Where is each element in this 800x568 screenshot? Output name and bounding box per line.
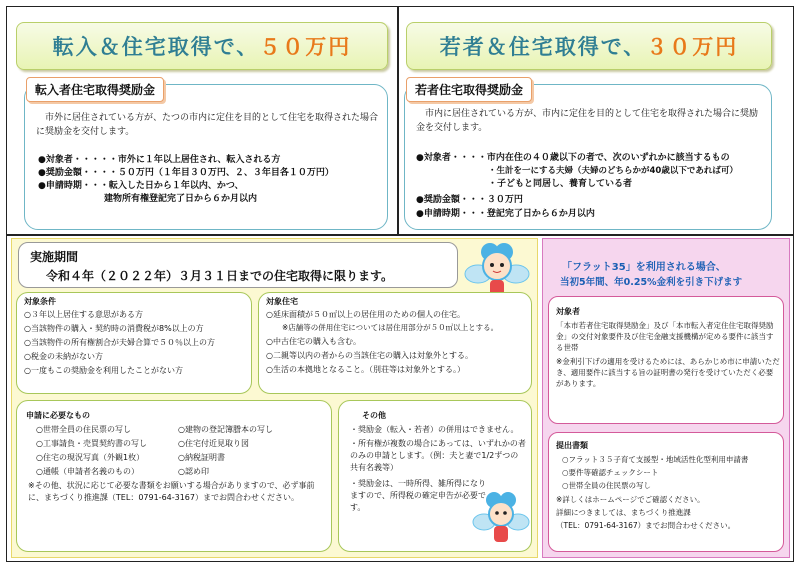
- right-item-5: ●申請時期・・・登記完了日から６か月以内: [416, 209, 595, 219]
- others-title: その他: [362, 411, 386, 420]
- period-title: 実施期間: [30, 250, 79, 264]
- docs-item-3: ○世帯全員の住民票の写し: [562, 481, 652, 490]
- right-item-3: ・子どもと同居し、養育している者: [488, 179, 633, 189]
- housing-item-1: ○延床面積が５０㎡以上の居住用のための個人の住宅。: [266, 310, 465, 319]
- required-col1-4: ○通帳（申請者名義のもの）: [36, 467, 139, 476]
- period-text: 令和４年（２０２２年）３月３１日までの住宅取得に限ります。: [46, 269, 394, 283]
- target-note: ※金利引下げの適用を受けるためには、あらかじめ市に申請いただき、適用要件に該当する旨の証明書の発行を受けていただく必要があります。: [556, 357, 780, 388]
- left-item-2: ●奨励金額・・・・５０万円（１年目３０万円、２、３年目各１０万円）: [38, 168, 334, 178]
- conditions-item-1: ○３年以上居住する意思がある方: [24, 310, 143, 319]
- others-item-3: ・奨励金は、一時所得、雑所得になりますので、所得税の確定申告が必要です。: [350, 479, 486, 512]
- target-text: 「本市若者住宅取得奨励金」及び「本市転入者定住住宅取得奨励金」の交付対象要件及び住宅金融支援機構が定める要件に該当する世帯: [556, 321, 774, 352]
- right-banner-text: 若者＆住宅取得で、: [439, 35, 647, 59]
- conditions-item-5: ○一度もこの奨励金を利用したことがない方: [24, 366, 183, 375]
- right-tag: 若者住宅取得奨励金: [406, 77, 532, 102]
- top-divider: [397, 6, 399, 234]
- left-banner-text: 転入＆住宅取得で、: [52, 35, 260, 59]
- others-item-1: ・奨励金（転入・若者）の併用はできません。: [350, 425, 519, 434]
- left-item-4: 建物所有権登記完了日から６か月以内: [104, 194, 258, 204]
- middle-divider: [6, 234, 794, 236]
- right-item-4: ●奨励金額・・・３０万円: [416, 195, 523, 205]
- required-col1-1: ○世帯全員の住民票の写し: [36, 425, 131, 434]
- right-intro: 市内に居住されている方が、市内に定住を目的として住宅を取得された場合に奨励金を交付します。: [416, 109, 759, 133]
- conditions-item-4: ○税金の未納がない方: [24, 352, 103, 361]
- flat35-line1: 「フラット35」を利用される場合、: [562, 262, 726, 273]
- left-tag: 転入者住宅取得奨励金: [26, 77, 164, 102]
- housing-item-2: ※店舗等の併用住宅については居住用部分が５０㎡以上とする。: [282, 323, 499, 332]
- left-intro: 市外に居住されている方が、たつの市内に定住を目的として住宅を取得された場合に奨励金を交付します。: [36, 113, 379, 137]
- docs-item-2: ○要件等確認チェックシート: [562, 468, 659, 477]
- conditions-item-2: ○当該物件の購入・契約時の消費税が8%以上の方: [24, 324, 204, 333]
- required-col2-1: ○建物の登記簿謄本の写し: [178, 425, 273, 434]
- required-col2-4: ○認め印: [178, 467, 209, 476]
- required-col1-3: ○住宅の現況写真（外観1枚）: [36, 453, 145, 462]
- right-banner: [406, 22, 772, 70]
- required-note: ※その他、状況に応じて必要な書類をお願いする場合がありますので、必ず事前に、まちづくり推進課（TEL：0791-64-3167）までお問合わせください。: [28, 481, 315, 502]
- conditions-title: 対象条件: [24, 297, 56, 306]
- right-item-1: ●対象者・・・・市内在住の４０歳以下の者で、次のいずれかに該当するもの: [416, 153, 730, 163]
- docs-title: 提出書類: [556, 441, 588, 450]
- docs-note-1: ※詳しくはホームページでご確認ください。: [556, 495, 705, 504]
- left-banner-amount: ５０万円: [259, 35, 352, 59]
- housing-item-5: ○生活の本拠地となること。（別荘等は対象外とする。）: [266, 365, 465, 374]
- docs-item-1: ○フラット３５子育て支援型・地域活性化型利用申請書: [562, 455, 749, 464]
- left-banner: [16, 22, 388, 70]
- required-col2-2: ○住宅付近見取り図: [178, 439, 249, 448]
- housing-item-4: ○二親等以内の者からの当該住宅の購入は対象外とする。: [266, 351, 473, 360]
- flat35-line2: 当初5年間、年0.25%金利を引き下げます: [560, 277, 743, 288]
- housing-item-3: ○中古住宅の購入も含む。: [266, 337, 361, 346]
- docs-note-2: 詳細につきましては、まちづくり推進課: [556, 508, 691, 517]
- required-col1-2: ○工事請負・売買契約書の写し: [36, 439, 147, 448]
- others-item-2: ・所有権が複数の場合にあっては、いずれかの者のみの申請とします。（例：夫と妻で1/2ずつの共有名義等）: [350, 439, 526, 472]
- housing-title: 対象住宅: [266, 297, 298, 306]
- right-banner-amount: ３０万円: [646, 35, 739, 59]
- conditions-item-3: ○当該物件の所有権割合が夫婦合算で５０％以上の方: [24, 338, 215, 347]
- mascot-character-2: [470, 490, 532, 550]
- required-col2-3: ○納税証明書: [178, 453, 225, 462]
- required-title: 申請に必要なもの: [26, 411, 90, 420]
- left-item-1: ●対象者・・・・・市外に１年以上居住され、転入される方: [38, 155, 281, 165]
- docs-note-3: （TEL：0791-64-3167）までお問合わせください。: [556, 521, 736, 530]
- target-title: 対象者: [556, 307, 580, 316]
- right-item-2: ・生計を一にする夫婦（夫婦のどちらかが40歳以下であれば可）: [488, 166, 738, 176]
- left-item-3: ●申請時期・・・転入した日から１年以内、かつ、: [38, 181, 244, 191]
